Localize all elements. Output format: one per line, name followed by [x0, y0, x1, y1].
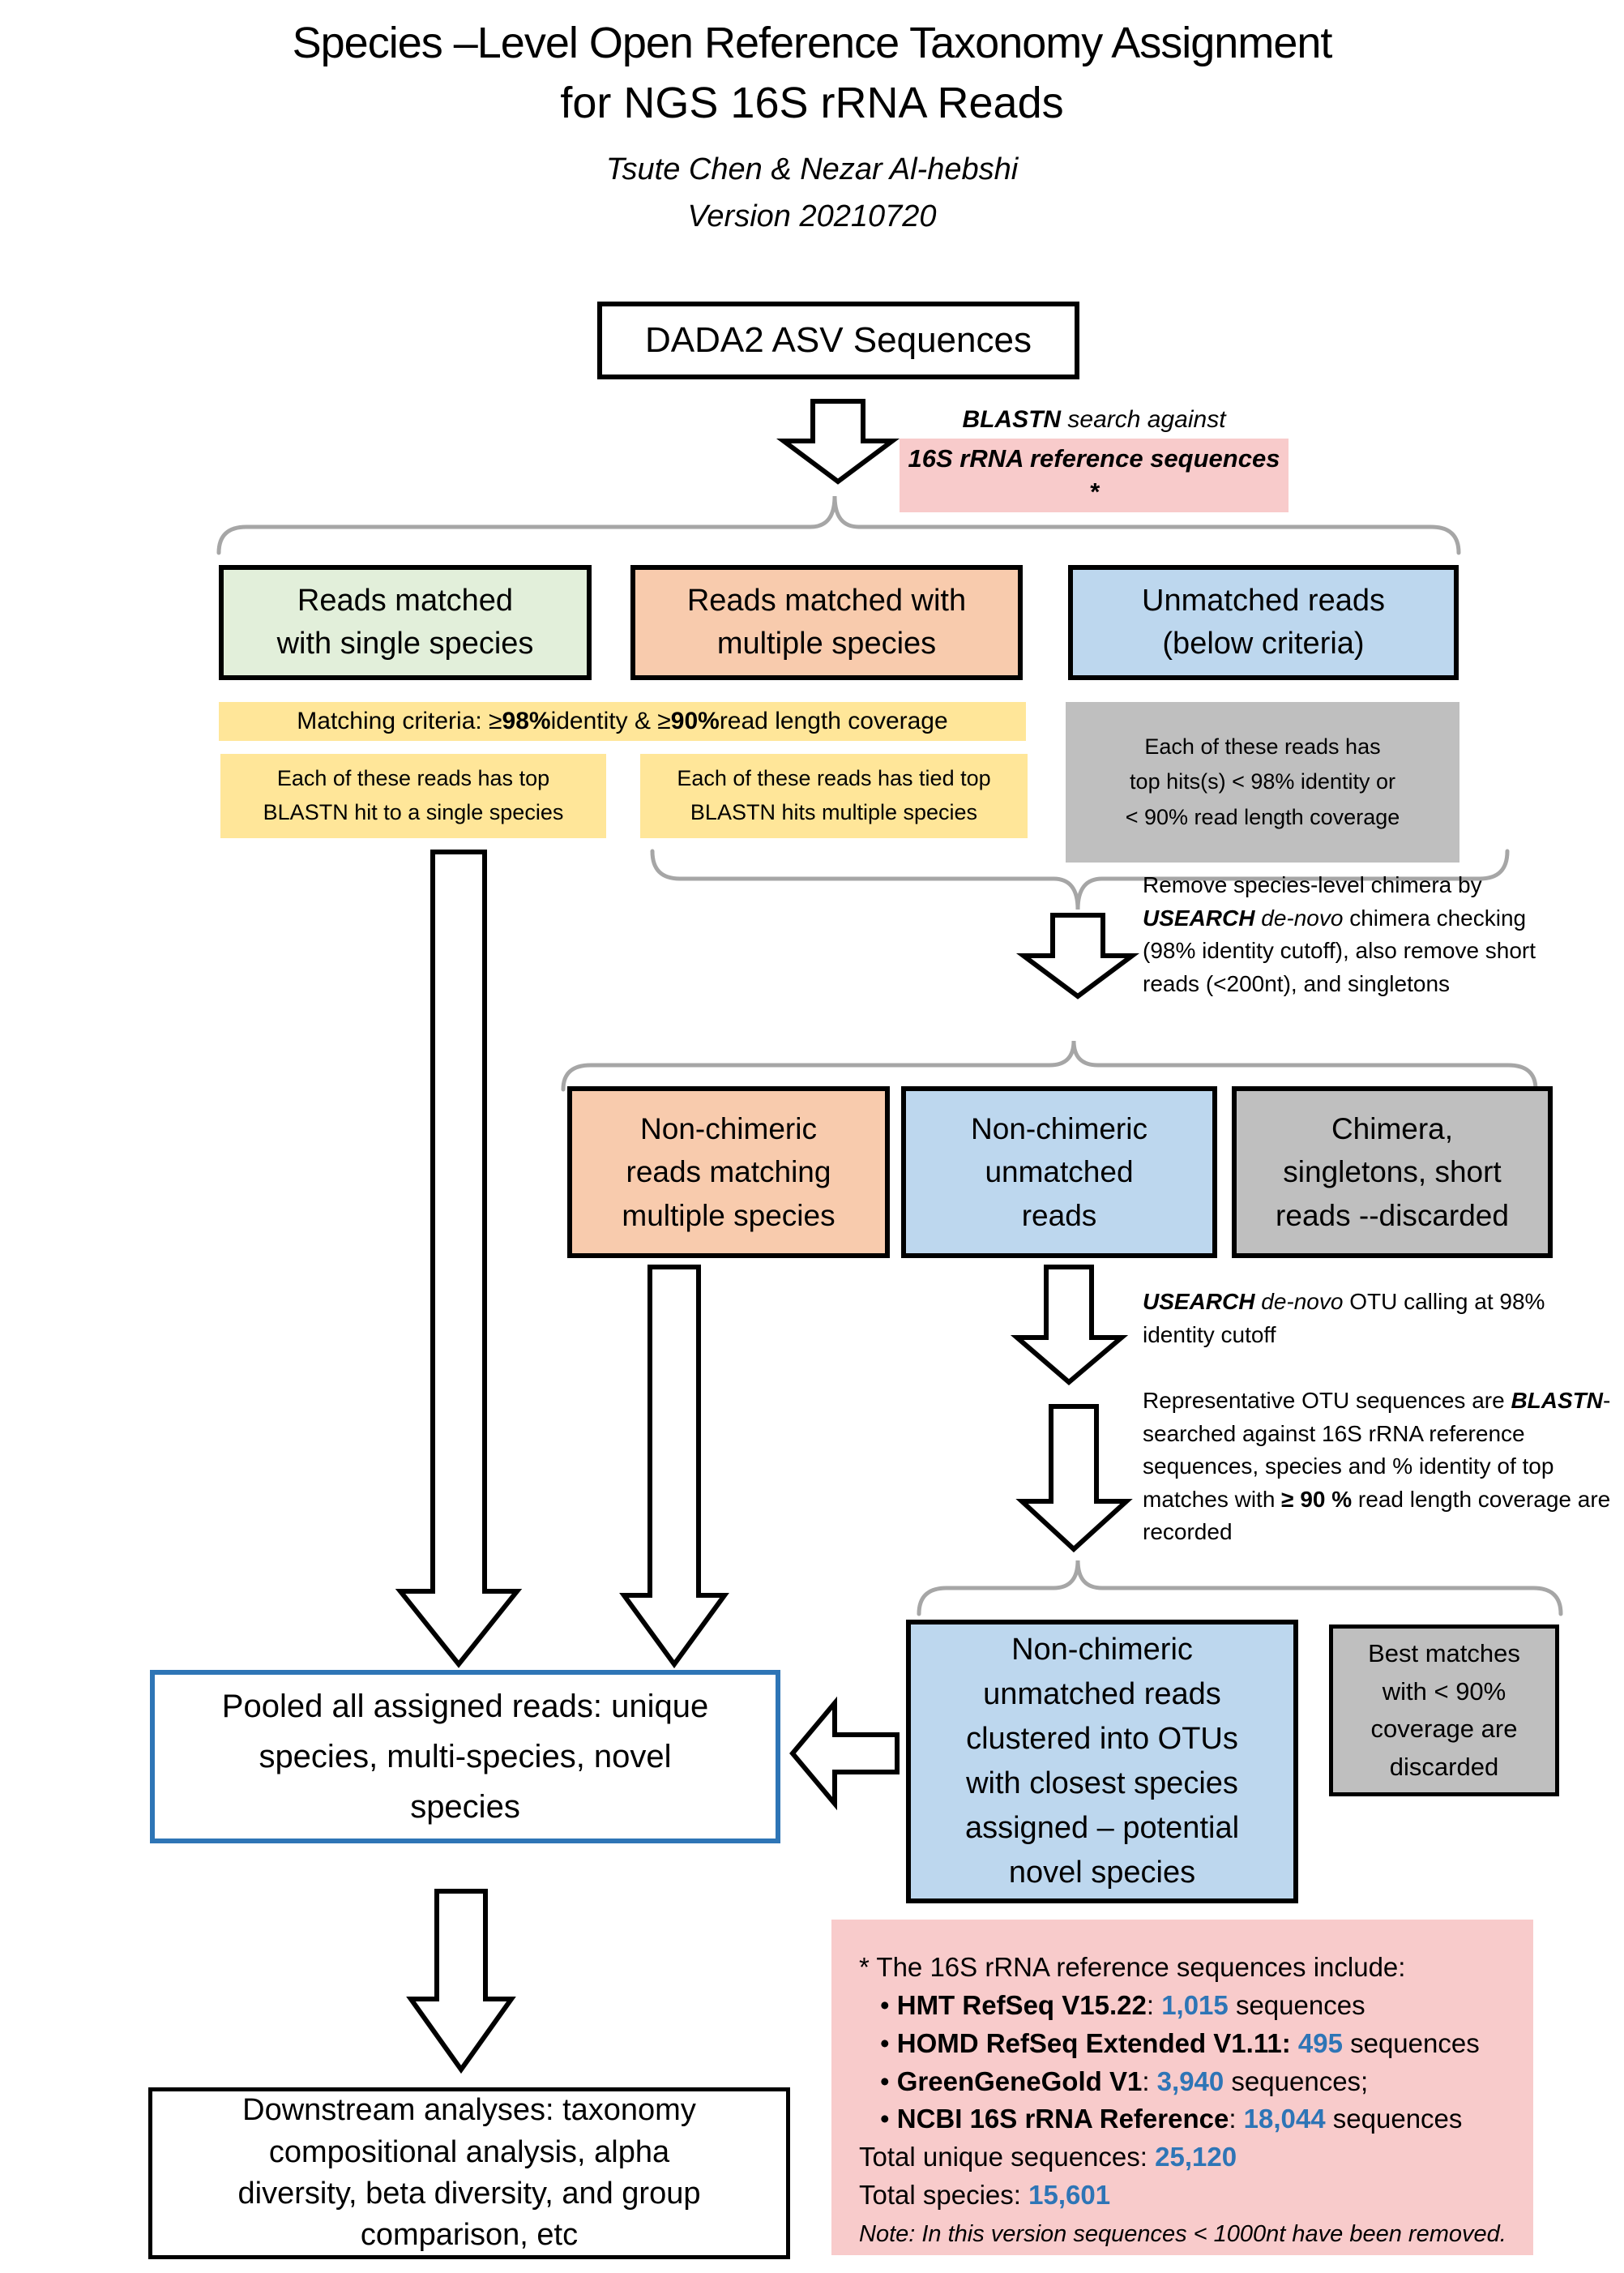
footnote-greengene: • GreenGeneGold V1: 3,940 sequences; — [880, 2065, 1369, 2096]
blastn-note-line1: BLASTN search against — [962, 406, 1226, 433]
brace-row2 — [563, 1041, 1536, 1089]
footnote-homd: • HOMD RefSeq Extended V1.11: 495 sequences — [880, 2027, 1480, 2058]
footnote-total-sequences: Total unique sequences: 25,120 — [859, 2142, 1237, 2172]
long-down-arrow-multiple — [622, 1265, 727, 1667]
chimera-removal-note: Remove species-level chimera by USEARCH de-novo chimera checking (98% identity cutoff), also remove short reads (<200nt), and singletons — [1143, 872, 1536, 996]
unmatched-reads-box: Unmatched reads (below criteria) — [1068, 565, 1459, 680]
unmatched-criteria-note: Each of these reads has top hits(s) < 98% identity or < 90% read length coverage — [1066, 702, 1459, 863]
pooled-reads-box: Pooled all assigned reads: unique species, multi-species, novel species — [150, 1670, 780, 1843]
best-matches-discarded-box: Best matches with < 90% coverage are discarded — [1329, 1624, 1559, 1796]
left-arrow-to-pooled — [790, 1701, 900, 1808]
footnote-total-species: Total species: 15,601 — [859, 2180, 1111, 2211]
long-down-arrow-single — [398, 850, 519, 1667]
matching-criteria-bar: Matching criteria: ≥ 98% identity & ≥ 90% read length coverage — [219, 702, 1026, 741]
representative-otu-note: Representative OTU sequences are BLASTN-searched against 16S rRNA reference sequences, species and % identity of top matches with ≥ 90 % read length coverage are recorded — [1143, 1388, 1611, 1545]
footnote-ncbi: • NCBI 16S rRNA Reference: 18,044 sequences — [880, 2104, 1463, 2134]
version-line: Version 20210720 — [687, 199, 937, 233]
down-arrow-dada2 — [781, 399, 895, 484]
down-arrow-rep-otu — [1019, 1404, 1129, 1552]
single-species-note: Each of these reads has top BLASTN hit to a single species — [220, 754, 606, 838]
reads-multiple-species-box: Reads matched with multiple species — [630, 565, 1023, 680]
authors-line: Tsute Chen & Nezar Al-hebshi — [605, 152, 1019, 186]
brace-row1 — [219, 496, 1459, 553]
page-title-line1: Species –Level Open Reference Taxonomy Assignment — [292, 19, 1332, 67]
blastn-note-highlight: 16S rRNA reference sequences * — [900, 439, 1289, 513]
page-title-line2: for NGS 16S rRNA Reads — [560, 79, 1064, 127]
otu-cluster-box: Non-chimeric unmatched reads clustered into OTUs with closest species assigned – potential novel species — [906, 1620, 1298, 1903]
footnote-heading: * The 16S rRNA reference sequences include: — [859, 1952, 1406, 1982]
dada2-asv-box: DADA2 ASV Sequences — [597, 302, 1079, 379]
down-arrow-downstream — [408, 1889, 514, 2072]
reads-single-species-box: Reads matched with single species — [219, 565, 592, 680]
reference-sequences-footnote — [831, 1920, 1533, 2255]
footnote-version-note: Note: In this version sequences < 1000nt have been removed. — [859, 2221, 1506, 2248]
nonchimeric-multiple-box: Non-chimeric reads matching multiple species — [567, 1086, 890, 1258]
down-arrow-otu-calling — [1015, 1265, 1124, 1385]
footnote-hmt: • HMT RefSeq V15.22: 1,015 sequences — [880, 1989, 1365, 2020]
down-arrow-chimera-check — [1021, 913, 1135, 999]
discarded-reads-box: Chimera, singletons, short reads --discarded — [1232, 1086, 1553, 1258]
nonchimeric-unmatched-box: Non-chimeric unmatched reads — [901, 1086, 1217, 1258]
brace-otu-output — [919, 1560, 1561, 1614]
multiple-species-note: Each of these reads has tied top BLASTN hits multiple species — [640, 754, 1028, 838]
otu-calling-note: USEARCH de-novo OTU calling at 98% identity cutoff — [1143, 1289, 1545, 1347]
downstream-analyses-box: Downstream analyses: taxonomy compositional analysis, alpha diversity, beta diversity, and group comparison, etc — [148, 2087, 790, 2259]
